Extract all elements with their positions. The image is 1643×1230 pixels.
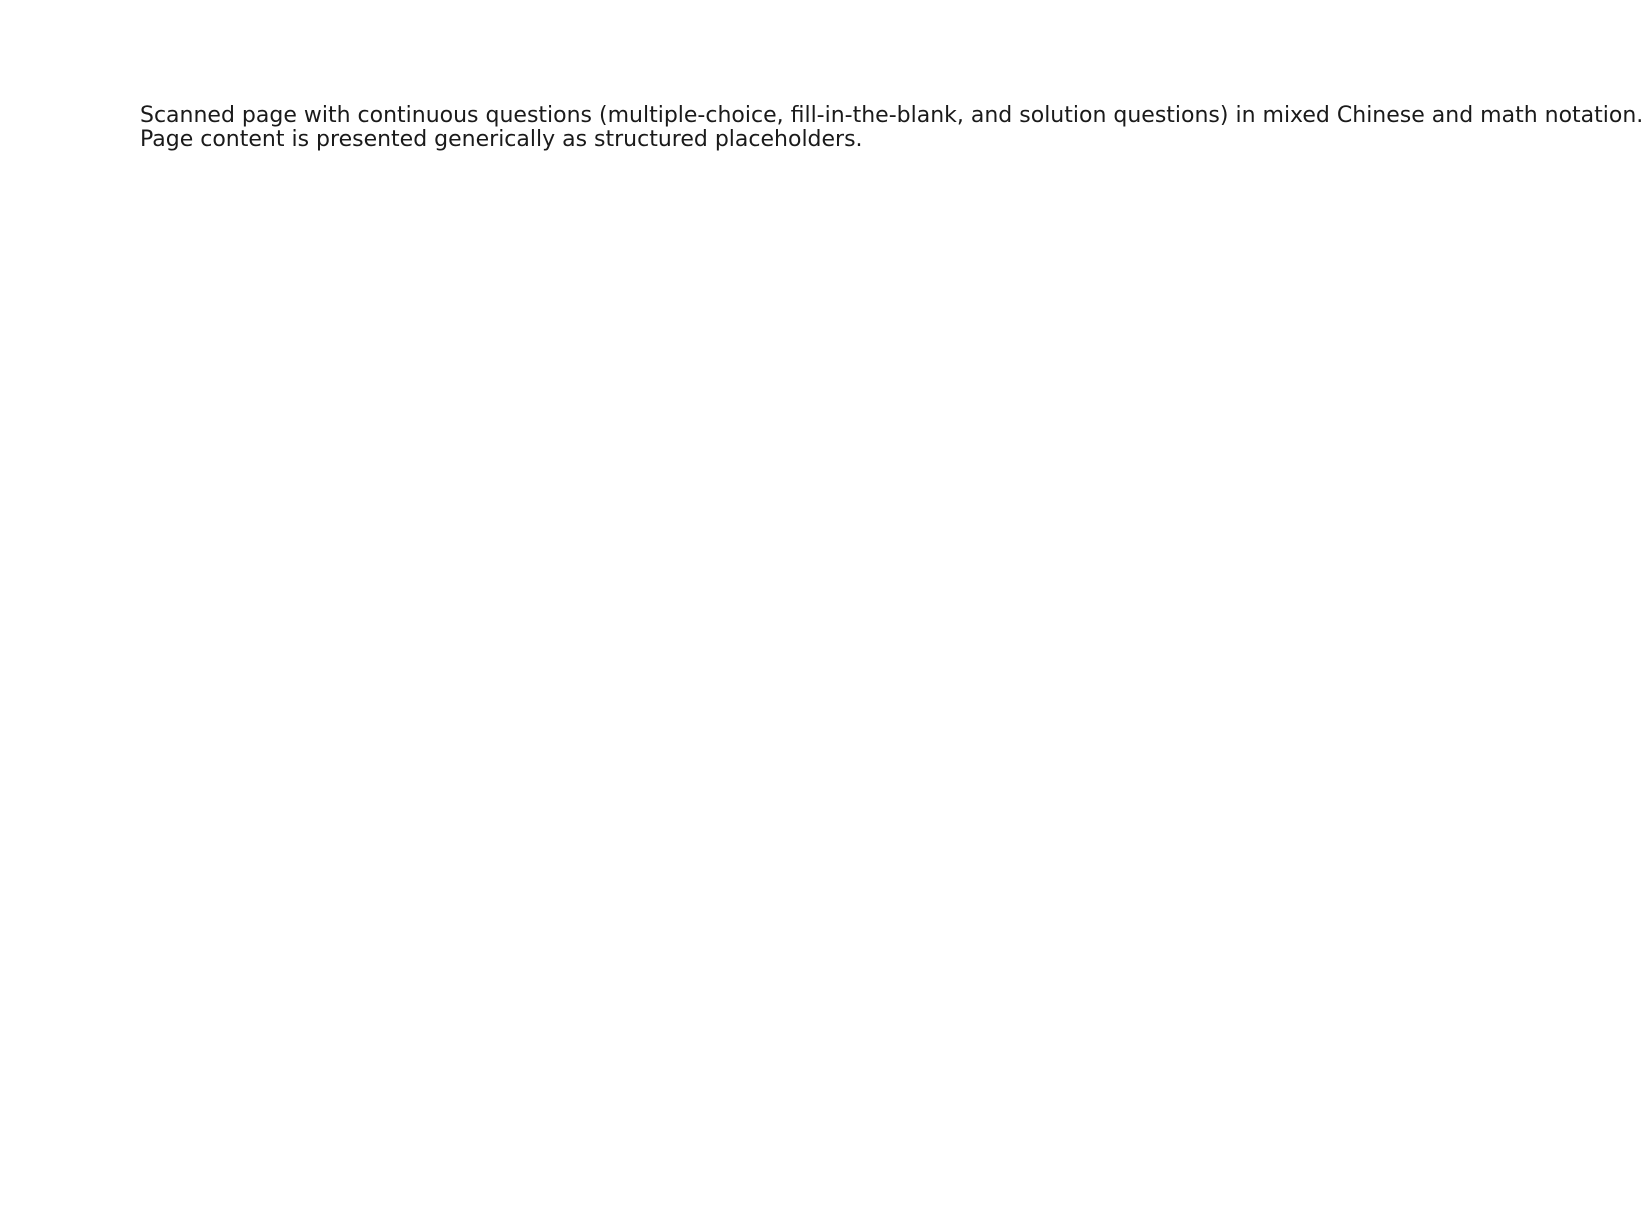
intro-line: Scanned page with continuous questions (multiple-choice, fill-in-the-blank, and solution questions) in mixed Chinese and math notation. [140, 103, 1643, 128]
note-line: Page content is presented generically as structured placeholders. [140, 127, 863, 152]
intro-block [140, 103, 1643, 152]
